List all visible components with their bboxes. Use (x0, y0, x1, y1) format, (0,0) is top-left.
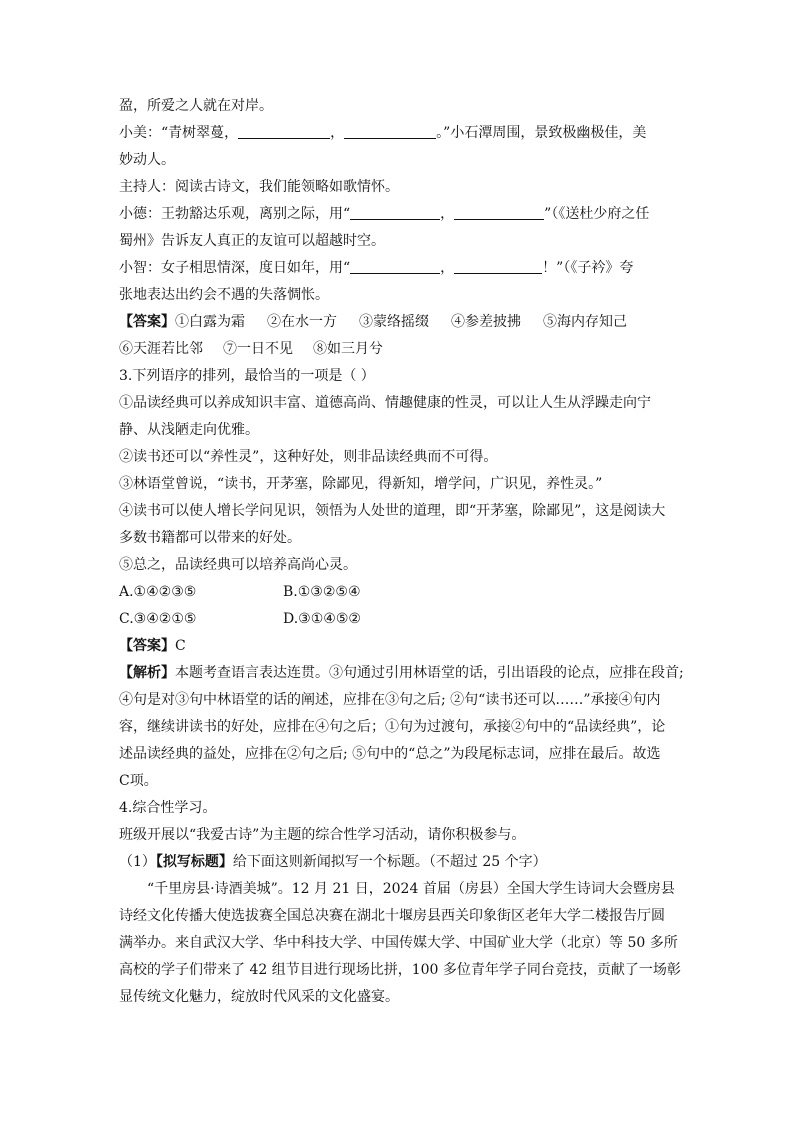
answer-item: ①白露为霜 (175, 314, 245, 330)
answer-label: 【答案】 (119, 314, 175, 330)
option-b: B.①③②⑤④ (283, 584, 361, 600)
question-4-intro: 班级开展以“我爱古诗”为主题的综合性学习活动，请你积极参与。 (119, 827, 526, 843)
text-line: 张地表达出约会不遇的失落惆怅。 (119, 287, 329, 303)
answer-blank (350, 203, 440, 220)
answer-item: ⑥天涯若比邻 (119, 341, 203, 357)
answer-item: ⑤海内存知己 (543, 314, 627, 330)
text-line: 妙动人。 (119, 152, 175, 168)
explanation-line: ④句是对③句中林语堂的话的阐述，应排在③句之后; ②句“读书还可以……”承接④句内 (119, 692, 661, 708)
text-segment: ！”（《子衿》夸 (542, 260, 634, 276)
text-segment: 小德：王勃豁达乐观，离别之际，用“ (119, 206, 351, 222)
subquestion-number: （1） (119, 854, 156, 870)
answer-item: ②在水一方 (267, 314, 337, 330)
dialogue-xiaozhi (119, 255, 679, 282)
question-4: 4.综合性学习。 (119, 800, 217, 816)
explanation-line: 述品读经典的益处，应排在②句之后; ⑤句中的“总之”为段尾标志词，应排在最后。故选 (119, 746, 661, 762)
answer-blank (454, 203, 544, 220)
sentence-1-cont: 静、从浅陋走向优雅。 (119, 422, 259, 438)
dialogue-host: 主持人：阅读古诗文，我们能领略如歌情怀。 (119, 179, 399, 195)
subquestion-label: 【拟写标题】 (155, 854, 233, 870)
sentence-2: ②读书还可以“养性灵”，这种好处，则非品读经典而不可得。 (119, 449, 498, 465)
option-d: D.③①④⑤② (283, 611, 361, 627)
text-segment: ， (440, 260, 455, 276)
text-segment: 小智：女子相思情深，度日如年，用“ (119, 260, 351, 276)
answer-item: ⑦一日不见 (223, 341, 293, 357)
answer-q3 (119, 633, 679, 660)
explanation-line: C项。 (119, 773, 158, 789)
text-segment: ， (330, 125, 345, 141)
text-line: 盈，所爱之人就在对岸。 (119, 98, 273, 114)
news-line: 高校的学子们带来了 42 组节目进行现场比拼，100 多位青年学子同台竞技，贡献了一场彰 (119, 962, 681, 978)
text-segment: 。”小石潭周围，景致极幽极佳，美 (436, 125, 647, 141)
text-segment: ”（《送杜少府之任 (544, 206, 650, 222)
answer-blank (454, 257, 542, 274)
sentence-4: ④读书可以使人增长学问见识，领悟为人处世的道理，即“开茅塞，除鄙见”，这是阅读大 (119, 503, 666, 519)
answer-item: ④参差披拂 (451, 314, 521, 330)
answer-blank (344, 122, 436, 139)
dialogue-xiaomei (119, 120, 679, 147)
subquestion-1 (119, 849, 679, 876)
text-line: 蜀州》告诉友人真正的友谊可以超越时空。 (119, 233, 385, 249)
sentence-5: ⑤总之，品读经典可以培养高尚心灵。 (119, 557, 357, 573)
question-3: 3.下列语序的排列，最恰当的一项是（ ） (119, 368, 375, 384)
answer-blank (238, 122, 330, 139)
explanation-line: 容，继续讲读书的好处，应排在④句之后；①句为过渡句，承接②句中的“品读经典”，论 (119, 719, 666, 735)
news-line: 显传统文化魅力，绽放时代风采的文化盛宴。 (119, 989, 399, 1005)
answer-item: ③蒙络摇缀 (359, 314, 429, 330)
text-segment: 小美：“青树翠蔓， (119, 125, 239, 141)
news-paragraph: “千里房县·诗酒美城”。12 月 21 日，2024 首届（房县）全国大学生诗词大会暨房县 (147, 881, 675, 897)
subquestion-text: 给下面这则新闻拟写一个标题。（不超过 25 个字） (232, 854, 547, 870)
option-c: C.③④②①⑤ (119, 611, 197, 627)
answer-blank (350, 257, 440, 274)
option-a: A.①④②③⑤ (119, 584, 197, 600)
answer-q2-cont (119, 336, 679, 363)
sentence-1: ①品读经典可以养成知识丰富、道德高尚、情趣健康的性灵，可以让人生从浮躁走向宁 (119, 395, 651, 411)
sentence-4-cont: 多数书籍都可以带来的好处。 (119, 530, 301, 546)
options-row-1 (119, 579, 679, 606)
explanation-label: 【解析】 (119, 665, 175, 681)
options-row-2 (119, 606, 679, 633)
explanation-text: 本题考查语言表达连贯。③句通过引用林语堂的话，引出语段的论点，应排在段首; (175, 665, 684, 681)
answer-q2 (119, 309, 679, 336)
answer-value: C (175, 638, 186, 654)
explanation (119, 660, 684, 687)
news-line: 满举办。来自武汉大学、华中科技大学、中国传媒大学、中国矿业大学（北京）等 50 多所 (119, 935, 678, 951)
text-segment: ， (440, 206, 455, 222)
answer-label: 【答案】 (119, 638, 175, 654)
dialogue-xiaode (119, 201, 679, 228)
answer-item: ⑧如三月兮 (313, 341, 383, 357)
sentence-3: ③林语堂曾说，“读书，开茅塞，除鄙见，得新知，增学问，广识见，养性灵。” (119, 476, 603, 492)
document-body (119, 93, 684, 1011)
news-line: 诗经文化传播大使选拔赛全国总决赛在湖北十堰房县西关印象街区老年大学二楼报告厅圆 (119, 908, 665, 924)
